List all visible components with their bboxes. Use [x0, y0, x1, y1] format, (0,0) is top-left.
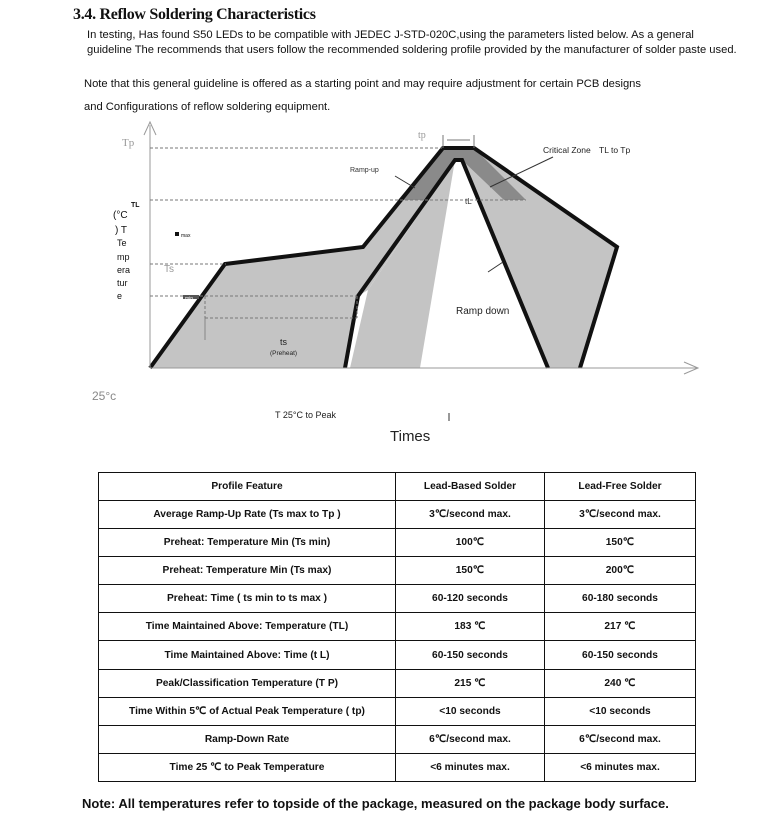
lead-free-cell: 60-150 seconds [545, 641, 696, 669]
table-row [99, 557, 696, 585]
note-line-2: and Configurations of reflow soldering equipment. [84, 101, 331, 113]
footnote: Note: All temperatures refer to topside of the package, measured on the package body surface. [82, 796, 669, 811]
ts-max-label: max [181, 233, 191, 239]
lead-based-cell: <10 seconds [396, 697, 545, 725]
tl-to-tp-label: TL to Tp [599, 145, 631, 155]
lead-based-cell: <6 minutes max. [396, 753, 545, 781]
lead-based-cell: 183 ℃ [396, 613, 545, 641]
header-lead-free: Lead-Free Solder [545, 473, 696, 501]
table-row [99, 725, 696, 753]
ts-max-marker [175, 232, 179, 236]
header-profile-feature: Profile Feature [99, 473, 396, 501]
lead-based-cell: 6℃/second max. [396, 725, 545, 753]
table-row [99, 529, 696, 557]
feature-cell: Time Within 5℃ of Actual Peak Temperature ( tp) [99, 697, 396, 725]
lead-free-cell: 240 ℃ [545, 669, 696, 697]
feature-cell: Time Maintained Above: Temperature (TL) [99, 613, 396, 641]
lead-based-cell: 215 ℃ [396, 669, 545, 697]
table-row [99, 613, 696, 641]
temp-25-label: 25°c [92, 389, 117, 403]
tp-time-label: tp [418, 130, 426, 141]
lead-free-cell: 200℃ [545, 557, 696, 585]
ylabel-2: ) T [115, 225, 128, 236]
feature-cell: Ramp-Down Rate [99, 725, 396, 753]
ylabel-7: e [117, 291, 123, 301]
ts-time-label: ts [280, 337, 288, 347]
table-row [99, 669, 696, 697]
lead-based-cell: 150℃ [396, 557, 545, 585]
lead-free-cell: 60-180 seconds [545, 585, 696, 613]
t25-to-peak-label: T 25°C to Peak [275, 410, 336, 420]
table-row [99, 641, 696, 669]
t-l-label: TL [131, 202, 140, 209]
feature-cell: Average Ramp-Up Rate (Ts max to Tp ) [99, 501, 396, 529]
lead-free-cell: <6 minutes max. [545, 753, 696, 781]
tp-label: Tp [122, 137, 135, 149]
ramp-down-label: Ramp down [456, 306, 510, 317]
ts-label: Ts [164, 264, 174, 275]
ylabel-5: era [117, 265, 131, 275]
ylabel-3: Te [117, 238, 127, 248]
table-header-row [99, 473, 696, 501]
lead-free-cell: <10 seconds [545, 697, 696, 725]
lead-based-cell: 3℃/second max. [396, 501, 545, 529]
ylabel-6: tur [117, 278, 128, 288]
feature-cell: Peak/Classification Temperature (T P) [99, 669, 396, 697]
feature-cell: Preheat: Time ( ts min to ts max ) [99, 585, 396, 613]
lead-based-cell: 60-120 seconds [396, 585, 545, 613]
critical-zone-label: Critical Zone [543, 145, 591, 155]
lead-free-cell: 217 ℃ [545, 613, 696, 641]
feature-cell: Time 25 ℃ to Peak Temperature [99, 753, 396, 781]
ramp-up-label: Ramp-up [350, 167, 379, 174]
lead-free-cell: 6℃/second max. [545, 725, 696, 753]
table-row [99, 697, 696, 725]
lead-free-cell: 3℃/second max. [545, 501, 696, 529]
ylabel-4: mp [117, 252, 130, 262]
table-row [99, 753, 696, 781]
ylabel-1: (°C [113, 210, 128, 221]
preheat-region [150, 247, 363, 368]
lead-free-cell: 150℃ [545, 529, 696, 557]
feature-cell: Preheat: Temperature Min (Ts max) [99, 557, 396, 585]
tl-time-label: tL [465, 197, 472, 206]
times-label: Times [390, 428, 431, 445]
preheat-label: (Preheat) [270, 350, 298, 357]
table-row [99, 501, 696, 529]
reflow-parameters-table [98, 472, 694, 782]
lead-based-cell: 100℃ [396, 529, 545, 557]
header-lead-based: Lead-Based Solder [396, 473, 545, 501]
intro-paragraph: In testing, Has found S50 LEDs to be compatible with JEDEC J-STD-020C,using the parameters listed below. As a general guideline The recommends that users follow the recommended soldering profile provided by the manufacturer of solder paste used. [87, 29, 737, 56]
feature-cell: Preheat: Temperature Min (Ts min) [99, 529, 396, 557]
lead-based-cell: 60-150 seconds [396, 641, 545, 669]
section-title: 3.4. Reflow Soldering Characteristics [73, 6, 316, 23]
ts-min-label: min [185, 296, 194, 302]
ramp-up-arrow [395, 176, 415, 188]
table-row [99, 585, 696, 613]
note-line-1: Note that this general guideline is offered as a starting point and may require adjustment for certain PCB designs [84, 78, 641, 90]
feature-cell: Time Maintained Above: Time (t L) [99, 641, 396, 669]
